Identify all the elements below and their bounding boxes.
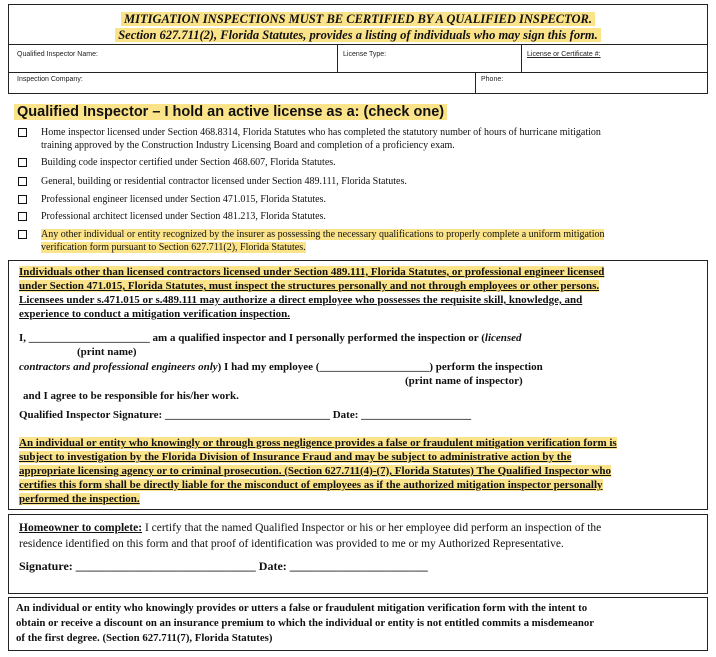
option-building-code-inspector: Building code inspector certified under Section 468.607, Florida Statutes. <box>18 156 708 169</box>
license-type-field[interactable]: License Type: <box>343 51 387 58</box>
qualified-inspector-heading: Qualified Inspector – I hold an active license as a: (check one) <box>14 104 447 121</box>
option-contractor: General, building or residential contractor licensed under Section 489.111, Florida Statutes. <box>18 175 708 188</box>
certification-line-2: contractors and professional engineers only) I had my employee (____________________) perform the inspection <box>19 361 543 373</box>
form-header <box>8 4 708 44</box>
inspector-certification-box: Individuals other than licensed contractors licensed under Section 489.111, Florida Statutes, or professional engineer licensed under Section 471.015, Florida Statutes, must inspect the structures personally and not through employees or other persons. Licensees under s.471.015 or s.489.111 may authorize a direct employee who possesses the requisite skill, knowledge, and experience to conduct a mitigation verification inspection. I, ______________________ am a qualified inspector and I personally performed the inspection or (licensed (print name) contractors and professional engineers only) I had my employee (____________________) perform the inspection (print name of inspector) and I agree to be responsible for his/her work. Qualified Inspector Signature: ______________________________ Date: ____________________ An individual or entity who knowingly or through gross negligence provides a false or fraudulent mitigation verification form is subject to investigation by the Florida Division of Insurance Fraud and may be subject to administrative action by the appropriate licensing agency or to criminal prosecution. (Section 627.711(4)-(7), Florida Statutes) The Qualified Inspector who certifies this form shall be directly liable for the misconduct of employees as if the authorized mitigation inspector personally performed the inspection. <box>8 260 708 510</box>
homeowner-signature-line: Signature: ______________________________ Date: _______________________ <box>19 559 428 573</box>
checkbox[interactable] <box>18 195 27 204</box>
inspector-name-blank[interactable]: ______________________ <box>28 332 150 344</box>
checkbox[interactable] <box>18 212 27 221</box>
homeowner-date-blank[interactable]: _______________________ <box>289 559 428 573</box>
homeowner-box: Homeowner to complete: I certify that the named Qualified Inspector or his or her employee did perform an inspection of the residence identified on this form and that proof of identification was provided to me or my Authorized Representative. Signature: ______________________________ Date: _______________________ <box>8 514 708 594</box>
checkbox[interactable] <box>18 177 27 186</box>
checkbox[interactable] <box>18 230 27 239</box>
inspector-date-blank[interactable]: ____________________ <box>361 409 472 421</box>
inspector-signature-blank[interactable]: ______________________________ <box>164 409 330 421</box>
employee-name-blank[interactable]: ____________________ <box>319 361 430 373</box>
option-architect: Professional architect licensed under Section 481.213, Florida Statutes. <box>18 210 708 223</box>
homeowner-signature-blank[interactable]: ______________________________ <box>75 559 256 573</box>
option-home-inspector: Home inspector licensed under Section 468.8314, Florida Statutes who has completed the statutory number of hours of hurricane mitigation training approved by the Construction Industry Licensing Board and completion of a proficiency exam. <box>18 126 708 152</box>
fraud-warning-box: An individual or entity who knowingly provides or utters a false or fraudulent mitigation verification form with the intent to obtain or receive a discount on an insurance premium to which the individual or entity is not entitled commits a misdemeanor of the first degree. (Section 627.711(7), Florida Statutes) <box>8 597 708 651</box>
header-line-1: MITIGATION INSPECTIONS MUST BE CERTIFIED BY A QUALIFIED INSPECTOR. <box>9 12 707 27</box>
inspection-company-field[interactable]: Inspection Company: <box>17 76 83 83</box>
license-number-field[interactable]: License or Certificate #: <box>527 51 601 58</box>
checkbox[interactable] <box>18 128 27 137</box>
checkbox[interactable] <box>18 158 27 167</box>
header-line-2: Section 627.711(2), Florida Statutes, provides a listing of individuals who may sign this form. <box>9 28 707 43</box>
option-engineer: Professional engineer licensed under Section 471.015, Florida Statutes. <box>18 193 708 206</box>
phone-field[interactable]: Phone: <box>481 76 504 83</box>
certification-line-1: I, ______________________ am a qualified inspector and I personally performed the inspection or (licensed <box>19 332 522 344</box>
option-other: Any other individual or entity recognized by the insurer as possessing the necessary qualifications to properly complete a uniform mitigation verification form pursuant to Section 627.711(2), Florida Statutes. <box>18 228 708 254</box>
inspector-name-field[interactable]: Qualified Inspector Name: <box>17 51 98 58</box>
inspector-info-grid <box>8 44 708 94</box>
signature-line: Qualified Inspector Signature: ______________________________ Date: ____________________ <box>19 409 472 421</box>
